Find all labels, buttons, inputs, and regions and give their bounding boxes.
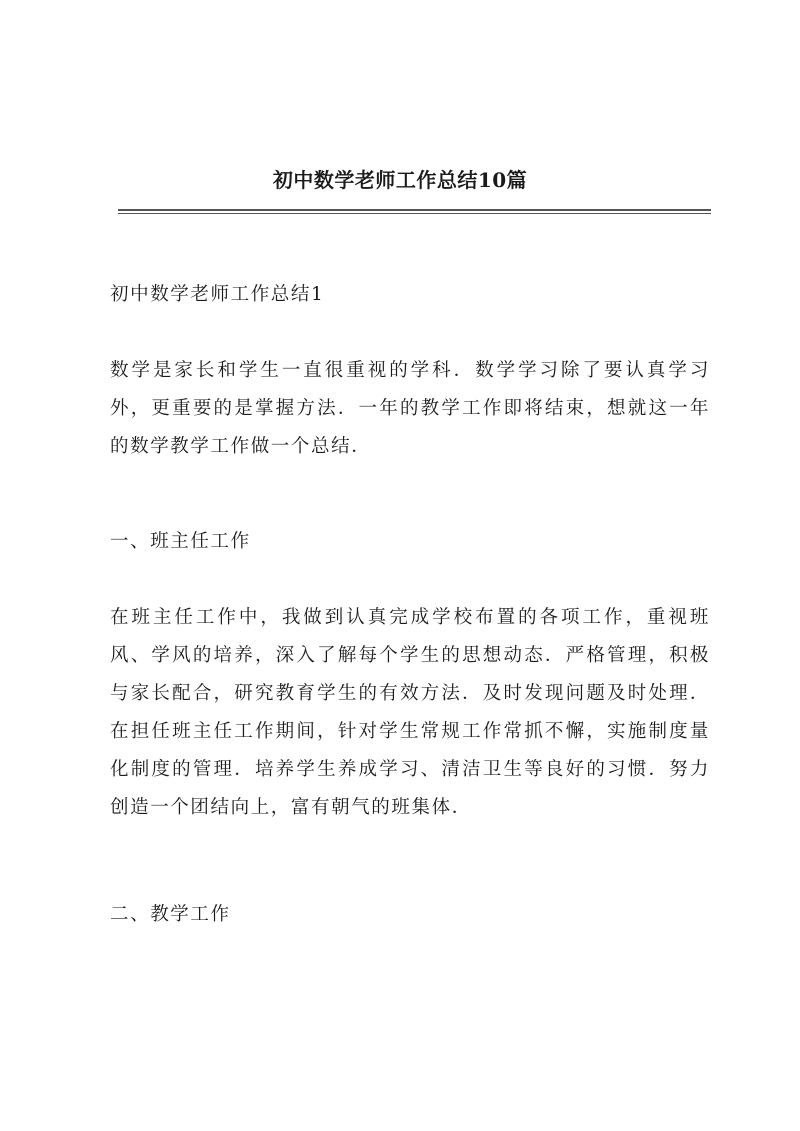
article-subtitle: 初中数学老师工作总结1 <box>110 284 325 305</box>
document-title: 初中数学老师工作总结10篇 <box>272 168 528 192</box>
intro-paragraph: 数学是家长和学生一直很重视的学科．数学学习除了要认真学习外，更重要的是掌握方法．一年的教学工作即将结束，想就这一年的数学教学工作做一个总结． <box>110 360 710 457</box>
class-teacher-paragraph: 在班主任工作中，我做到认真完成学校布置的各项工作，重视班风、学风的培养，深入了解每个学生的思想动态．严格管理，积极与家长配合，研究教育学生的有效方法．及时发现问题及时处理．在担任班主任工作期间，针对学生常规工作常抓不懈，实施制度量化制度的管理．培养学生养成学习、清洁卫生等良好的习惯．努力创造一个团结向上，富有朝气的班集体． <box>110 607 710 818</box>
section-heading-teaching: 二、教学工作 <box>110 904 231 925</box>
title-divider <box>118 209 711 214</box>
section-heading-class-teacher: 一、班主任工作 <box>110 531 251 552</box>
